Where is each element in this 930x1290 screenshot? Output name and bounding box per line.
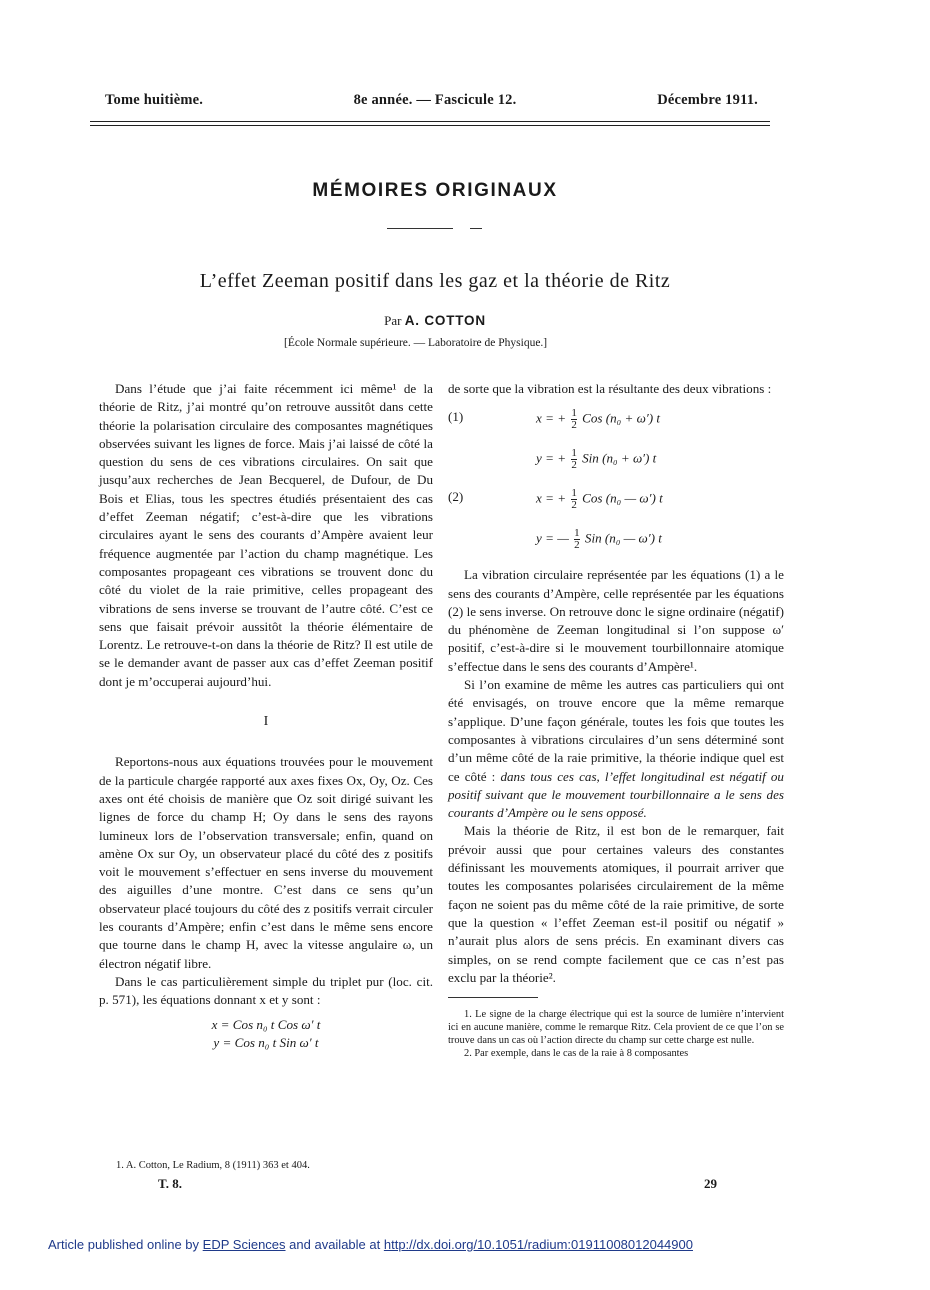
equation-x: x = Cos n₀ t Cos ω′ t (211, 1016, 321, 1032)
right-column (448, 380, 784, 1060)
header-rule-bottom (90, 125, 770, 126)
article-title: L’effet Zeeman positif dans les gaz et la théorie de Ritz (199, 270, 671, 292)
fraction-denominator: 2 (574, 539, 580, 552)
publisher-text: Article published online by (48, 1237, 200, 1252)
fraction-numerator: 1 (571, 487, 577, 500)
header-rule-top (90, 121, 770, 122)
equation-lhs: y = + (536, 450, 567, 466)
fraction-denominator: 2 (571, 459, 577, 472)
fraction-numerator: 1 (571, 447, 577, 460)
equation (536, 448, 656, 471)
running-header-volume: Tome huitième. (105, 92, 204, 108)
equation-y: y = Cos n₀ t Sin ω′ t (213, 1034, 319, 1050)
publisher-link[interactable]: EDP Sciences (202, 1237, 286, 1252)
fraction (571, 448, 577, 471)
paragraph: Dans l’étude que j’ai faite récemment ici même¹ de la théorie de Ritz, j’ai montré qu’on retrouve aussitôt dans cette théorie la polarisation circulaire des composantes magnétiques observées suivant les lignes de force. Mais j’ai laissé de côté la question du sens de ces vibrations circulaires. On sait que jusqu’aux recherches de Jean Becquerel, de Dufour, de Du Bois et Elias, tous les spectres étudiés présentaient des cas d’effet Zeeman négatif; c’est-à-dire que les vibrations circulaires ayant le sens des courants d’Ampère avaient leur fréquence augmentée par l’action du champ magnétique. Les composantes propageant ces vibrations se trouvent donc du côté du violet de la raie primitive, celles propageant des vibrations de sens inverse se trouvant de l’autre côté. C’est ce sens que faisait prévoir aussitôt la théorie élémentaire de Lorentz. Le retrouve-t-on dans la théorie de Ritz? Il est utile de se le demander avant de passer aux cas d’effet Zeeman positif dont je m’occuperai aujourd’hui. (99, 381, 433, 689)
equation (536, 408, 660, 431)
equation (536, 488, 663, 511)
author-affiliation: [École Normale supérieure. — Laboratoire de Physique.] (284, 337, 548, 349)
section-number: I (263, 714, 269, 730)
equation (536, 528, 662, 551)
equation-rhs: Sin (n₀ + ω′) t (582, 450, 657, 466)
author-name: A. COTTON (404, 313, 486, 328)
section-title: MÉMOIRES ORIGINAUX (312, 180, 558, 201)
fraction-numerator: 1 (574, 527, 580, 540)
fraction (571, 408, 577, 431)
equation-rhs: Cos (n₀ + ω′) t (582, 410, 660, 426)
paragraph: La vibration circulaire représentée par les équations (1) a le sens des courants d’Ampère, celle représentée par les équations (2) le sens inverse. On retrouve donc le signe ordinaire (négatif) du phénomène de Zeeman longitudinal si l’on suppose ω′ positif, c’est-à-dire si le mouvement tourbillonnaire atomique s’effectue dans le sens des courants d’Ampère¹. (448, 567, 784, 674)
paragraph: Reportons-nous aux équations trouvées pour le mouvement de la particule chargée rapporté aux axes fixes Ox, Oy, Oz. Ces axes ont été choisis de manière que Oz soit dirigé suivant les lignes de force du champ H; Oy dans le sens des rayons lumineux lors de l’observation transversale; enfin, quand on amène Ox sur Oy, un observateur placé du côté des z positifs voit le mouvement s’effectuer en sens inverse du mouvement des aiguilles d’une montre. C’est dans ce sens qu’un observateur placé toujours du côté des z positifs verrait circuler les courants d’Ampère; enfin c’est dans le même sens encore que tourne dans le champ H, avec la vitesse angulaire ω, un électron négatif libre. (99, 754, 433, 971)
running-header-issue: 8e année. — Fascicule 12. (353, 92, 517, 108)
equation-number: (2) (448, 489, 464, 505)
publisher-line (48, 1237, 693, 1252)
equation-row (448, 398, 784, 438)
equation-number: (1) (448, 409, 464, 425)
paragraph (448, 676, 784, 822)
equation-row (448, 478, 784, 518)
fraction-denominator: 2 (571, 499, 577, 512)
publisher-text: and available at (289, 1237, 381, 1252)
footnote-rule (448, 997, 538, 998)
paragraph-emphasis: dans tous ces cas, l’effet longitudinal est négatif ou positif suivant que le mouvement tourbillonnaire a le sens des courants d’Ampère ou le sens opposé. (448, 768, 784, 821)
fraction (571, 488, 577, 511)
equation-lhs: x = + (536, 490, 567, 506)
fraction-denominator: 2 (571, 419, 577, 432)
footnote: 1. Le signe de la charge électrique qui est la source de lumière n’intervient ici en aucune manière, comme le remarque Ritz. Cela provient de ce que l’on se trouve dans un cas où l’action directe du champ sur cette charge est nulle. (448, 1009, 784, 1047)
paragraph: de sorte que la vibration est la résultante des deux vibrations : (448, 381, 772, 396)
page-number: 29 (704, 1176, 717, 1191)
equation-lhs: x = + (536, 410, 567, 426)
footnote: 2. Par exemple, dans le cas de la raie à 8 composantes (464, 1048, 689, 1060)
fraction-numerator: 1 (571, 407, 577, 420)
equation-rhs: Cos (n₀ — ω′) t (582, 490, 663, 506)
doi-link[interactable]: http://dx.doi.org/10.1051/radium:01911008012044900 (383, 1237, 693, 1252)
paragraph: Dans le cas particulièrement simple du triplet pur (loc. cit. p. 571), les équations donnant x et y sont : (99, 973, 433, 1008)
byline-prefix: Par (384, 313, 402, 328)
left-column (99, 380, 433, 1060)
equation-rhs: Sin (n₀ — ω′) t (584, 530, 662, 546)
running-header-date: Décembre 1911. (657, 92, 758, 108)
equation-block (99, 1016, 433, 1052)
volume-signature: T. 8. (158, 1176, 182, 1191)
footnote-left: 1. A. Cotton, Le Radium, 8 (1911) 363 et 404. (116, 1160, 310, 1171)
equation-row (448, 438, 784, 478)
title-separator-short (470, 228, 482, 229)
fraction (574, 528, 580, 551)
byline (0, 313, 870, 329)
equation-lhs: y = — (536, 530, 569, 546)
title-separator (387, 228, 453, 229)
paragraph-text: Si l’on examine de même les autres cas particuliers qui ont été envisagés, on trouve encore que la même remarque s’applique. D’une façon générale, toutes les fois que toutes les composantes à vibrations circulaires d’un sens déterminé sont d’un même côté de la raie primitive, la théorie indique quel est ce côté : (448, 677, 784, 784)
paragraph: Mais la théorie de Ritz, il est bon de le remarquer, fait prévoir aussi que pour certaines valeurs des constantes définissant les mouvements atomiques, il pourrait arriver que toutes les composantes polarisées circulairement de la même façon ne soient pas du même côté de la raie primitive, de sorte que la question « l’effet Zeeman est-il positif ou négatif » n’aurait plus alors de sens précis. En examinant divers cas simples, on se rend compte facilement que ce cas n’est pas exclu par la théorie². (448, 823, 784, 985)
equation-row (448, 518, 784, 558)
